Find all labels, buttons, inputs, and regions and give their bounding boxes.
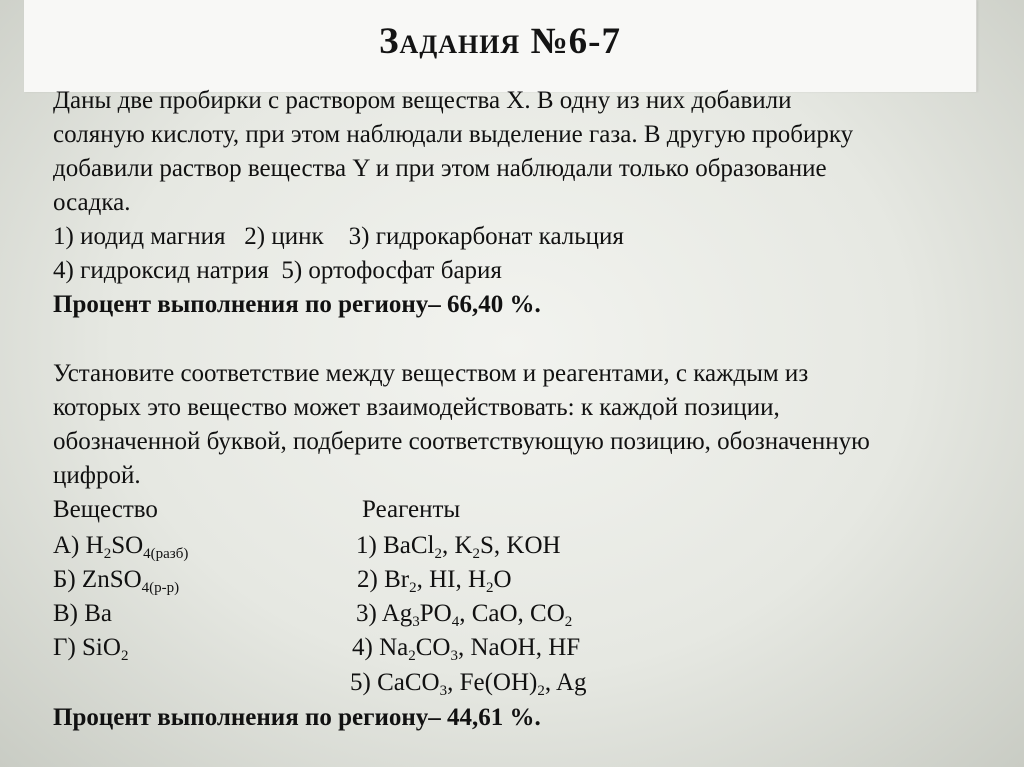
task6-line-2: соляную кислоту, при этом наблюдали выделение газа. В другую пробирку (53, 121, 854, 148)
task7-line-2: которых это вещество может взаимодействовать: к каждой позиции, (53, 394, 780, 421)
substance-a: А) $H_2SO_{4(разб)}$ (53, 532, 189, 562)
title-banner (24, 0, 977, 92)
task6-line-1: Даны две пробирки с раствором вещества X. В одну из них добавили (53, 87, 792, 114)
task6-result: Процент выполнения по региону– 66,40 %. (53, 291, 541, 318)
task6-line-3: добавили раствор вещества Y и при этом наблюдали только образование (53, 155, 827, 182)
slide-title: Задания №6-7 (379, 21, 621, 62)
reagent-3: 3) $Ag_3PO_4$, CaO, $CO_2$ (356, 600, 573, 630)
reagent-1: 1) BaCl$_2$, $K_2S$, KOH (356, 532, 561, 562)
substance-b: Б) ZnSO$_{4(р-р)}$ (53, 566, 180, 596)
substance-header: Вещество (53, 496, 158, 523)
task7-result: Процент выполнения по региону– 44,61 %. (53, 704, 541, 731)
reagent-5: 5) CaCO$_3$, $Fe(OH)_2$, Ag (350, 669, 587, 699)
task7-line-1: Установите соответствие между веществом и реагентами, с каждым из (53, 360, 809, 387)
reagent-2: 2) $Br_2$, HI, $H_2O$ (357, 566, 512, 596)
substance-v: В) Ba (53, 600, 113, 627)
substance-g: Г) SiO$_2$ (53, 634, 129, 664)
task7-line-4: цифрой. (53, 462, 141, 489)
task6-line-4: осадка. (53, 189, 131, 216)
reagent-4: 4) $Na_2CO_3$, NaOH, HF (352, 634, 581, 664)
task7-line-3: обозначенной буквой, подберите соответствующую позицию, обозначенную (53, 428, 870, 455)
task6-options-2: 4) гидроксид натрия 5) ортофосфат бария (53, 257, 502, 284)
reagent-header: Реагенты (362, 496, 461, 523)
task6-options-1: 1) иодид магния 2) цинк 3) гидрокарбонат кальция (53, 223, 624, 250)
